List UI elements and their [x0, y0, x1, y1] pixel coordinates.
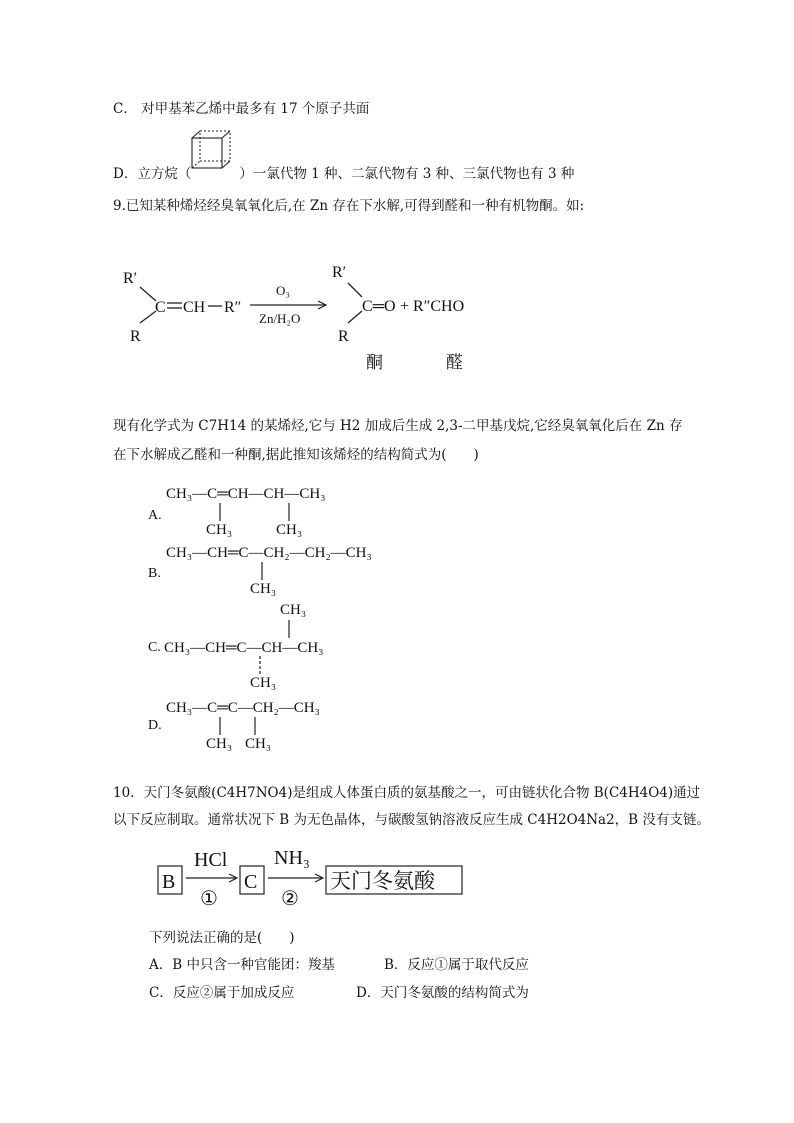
q10-question: 下列说法正确的是( )	[149, 930, 295, 946]
option-a-main: CH₃—C═CH—CH—CH₃	[166, 486, 326, 502]
option-c-sub1: CH₃	[250, 675, 277, 691]
q10-line1: 10．天门冬氨酸(C4H7NO4)是组成人体蛋白质的氨基酸之一，可由链状化合物 B(C4H4O4)通过	[113, 785, 701, 801]
flow-reagent-nh3: NH₃	[274, 847, 310, 869]
flow-step1: ①	[200, 888, 218, 910]
option-c-sup: CH₃	[280, 602, 307, 618]
q9-body-line1: 现有化学式为 C7H14 的某烯烃,它与 H2 加成后生成 2,3-二甲基戊烷,它经臭氧氧化后在 Zn 存	[113, 418, 683, 434]
reagent-o3: O₃	[276, 283, 290, 298]
option-b-main: CH₃—CH═C—CH₂—CH₂—CH₃	[166, 545, 372, 561]
product-r-prime: R′	[332, 264, 347, 281]
option-b-label[interactable]: B.	[148, 566, 161, 581]
q10-option-d[interactable]: D．天门冬氨酸的结构简式为	[356, 985, 529, 1001]
r-prime: R′	[123, 270, 138, 287]
q8-option-d-prefix: D．立方烷（	[113, 166, 192, 182]
flow-b: B	[162, 871, 176, 893]
q10-option-a[interactable]: A．B 中只含一种官能团：羧基	[149, 957, 335, 973]
option-d-sub2: CH₃	[245, 736, 272, 752]
option-a-sub2: CH₃	[276, 522, 303, 538]
option-a-label[interactable]: A.	[148, 508, 162, 523]
option-b-sub1: CH₃	[250, 581, 277, 597]
alkene-c: C	[155, 299, 166, 316]
flow-c: C	[244, 871, 258, 893]
product-r: R	[338, 328, 349, 345]
q9-stem: 9.已知某种烯烃经臭氧氧化后,在 Zn 存在下水解,可得到醛和一种有机物酮。如:	[113, 198, 585, 214]
q8-option-d-suffix: ）一氯代物 1 种、二氯代物有 3 种、三氯代物也有 3 种	[239, 166, 575, 182]
r-group: R	[130, 328, 141, 345]
label-ketone: 酮	[366, 353, 383, 373]
option-d-sub1: CH₃	[206, 736, 233, 752]
alkene-ch: CH	[183, 299, 206, 316]
flow-reagent-hcl: HCl	[194, 849, 228, 871]
label-aldehyde: 醛	[446, 353, 463, 373]
option-d-main: CH₃—C═C—CH₂—CH₃	[166, 700, 320, 716]
ketone-carbonyl: C═O	[362, 298, 396, 315]
synthesis-flow	[150, 842, 480, 912]
flow-step2: ②	[281, 888, 299, 910]
q10-option-b[interactable]: B．反应①属于取代反应	[384, 957, 529, 973]
q8-option-d	[113, 162, 574, 182]
reagent-zn-h2o: Zn/H₂O	[259, 311, 301, 326]
cubane-figure	[186, 128, 238, 178]
aldehyde-product: + R″CHO	[400, 298, 465, 315]
q8-option-c: C． 对甲基苯乙烯中最多有 17 个原子共面	[113, 101, 370, 117]
q9-body-line2: 在下水解成乙醛和一种酮,据此推知该烯烃的结构简式为( )	[113, 447, 479, 463]
r-double-prime: R″	[224, 299, 242, 316]
flow-product: 天门冬氨酸	[330, 869, 435, 893]
q10-line2: 以下反应制取。通常状况下 B 为无色晶体，与碳酸氢钠溶液反应生成 C4H2O4Na2，B 没有支链。	[113, 812, 710, 828]
q10-option-c[interactable]: C．反应②属于加成反应	[149, 985, 295, 1001]
option-d-label[interactable]: D.	[148, 718, 162, 733]
option-a-sub1: CH₃	[206, 522, 233, 538]
option-c-label[interactable]: C.	[148, 640, 161, 655]
ozonolysis-reaction	[110, 255, 500, 375]
option-c-main: CH₃—CH═C—CH—CH₃	[164, 640, 324, 656]
